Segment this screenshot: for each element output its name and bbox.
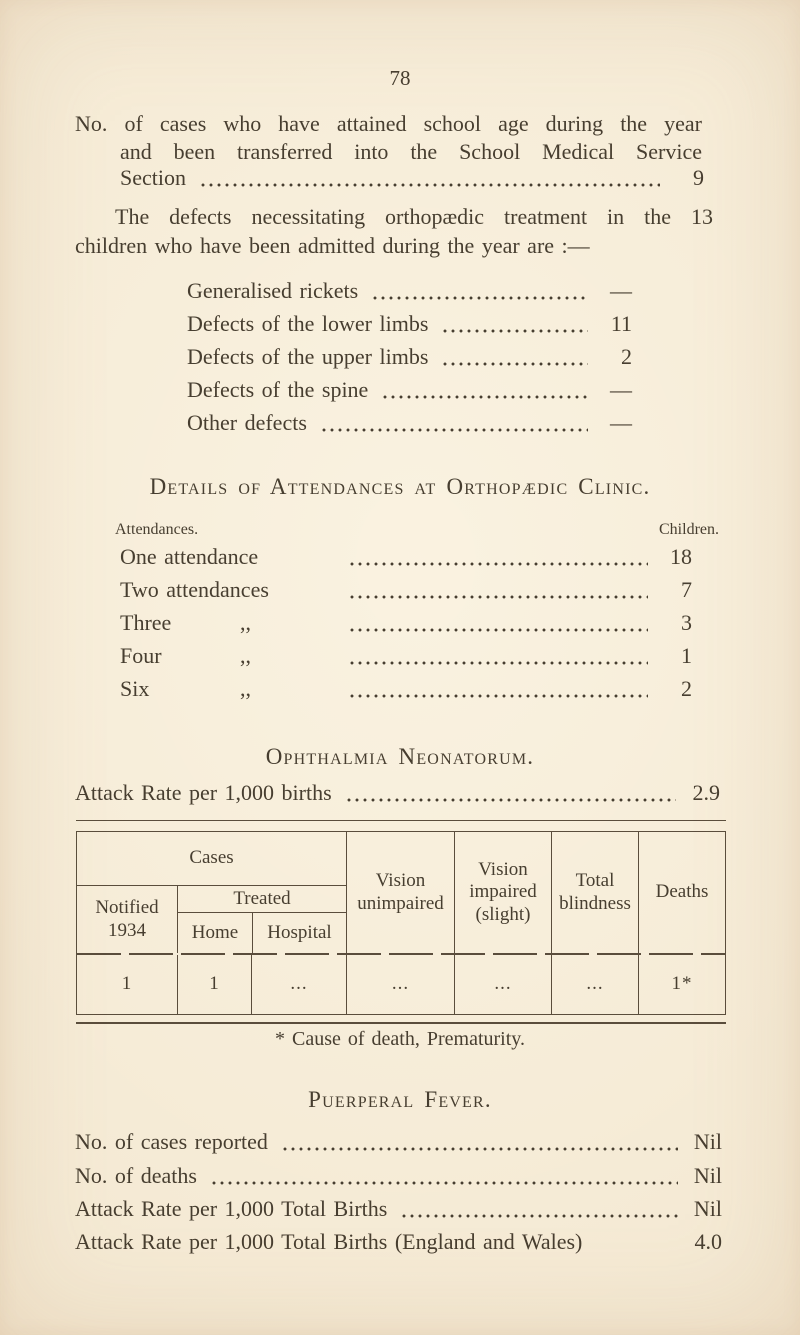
dot-leader bbox=[382, 391, 588, 400]
defect-value: 11 bbox=[610, 311, 632, 336]
defect-row bbox=[187, 409, 632, 437]
spacer bbox=[596, 1243, 678, 1252]
dot-leader bbox=[200, 179, 660, 188]
vision-unimpaired-header-cell: Vision unimpaired bbox=[346, 832, 454, 953]
puerperal-label: Attack Rate per 1,000 Total Births (England and Wales) bbox=[75, 1229, 583, 1254]
defect-label: Defects of the lower limbs bbox=[187, 311, 429, 336]
defect-row bbox=[187, 277, 632, 305]
table-header bbox=[77, 832, 725, 953]
defects-paragraph-line-1: The defects necessitating orthopædic treatment in the 13 bbox=[115, 204, 713, 229]
defect-row bbox=[187, 310, 632, 338]
defects-paragraph-line-2: children who have been admitted during the year are :— bbox=[75, 233, 590, 258]
children-column-header: Children. bbox=[659, 521, 719, 538]
puerperal-row bbox=[75, 1228, 722, 1256]
attendance-row bbox=[120, 642, 692, 670]
dot-leader bbox=[211, 1177, 678, 1186]
defect-label: Defects of the upper limbs bbox=[187, 344, 429, 369]
table-footnote: * Cause of death, Prematurity. bbox=[275, 1028, 525, 1050]
table-outer-rule-top bbox=[76, 820, 726, 821]
total-blindness-header-cell: Total blindness bbox=[551, 832, 638, 953]
page-number: 78 bbox=[389, 66, 411, 90]
treated-column-group bbox=[177, 886, 346, 953]
home-value-cell: 1 bbox=[177, 955, 251, 1014]
intro-line-2: and been transferred into the School Medical Service bbox=[120, 139, 702, 164]
defect-value: 2 bbox=[621, 344, 632, 369]
dot-leader bbox=[349, 624, 648, 633]
attendance-value: 2 bbox=[681, 676, 692, 701]
ditto-mark: ,, bbox=[240, 643, 251, 668]
dot-leader bbox=[442, 358, 588, 367]
attendance-value: 7 bbox=[681, 577, 692, 602]
vision-unimpaired-value-cell: ... bbox=[346, 955, 454, 1014]
dot-leader bbox=[349, 690, 648, 699]
defect-row bbox=[187, 376, 632, 404]
ophthalmia-table bbox=[76, 831, 726, 1015]
puerperal-value: Nil bbox=[693, 1196, 722, 1221]
cases-column-group bbox=[77, 832, 346, 953]
ditto-mark bbox=[269, 576, 299, 604]
dot-leader bbox=[321, 424, 588, 433]
puerperal-heading: Puerperal Fever. bbox=[308, 1087, 492, 1112]
attendance-label: Three bbox=[120, 610, 172, 635]
puerperal-row bbox=[75, 1128, 722, 1156]
attendance-row bbox=[120, 576, 692, 604]
intro-tail-row bbox=[120, 164, 704, 192]
ditto-mark bbox=[258, 543, 288, 571]
intro-tail-label: Section bbox=[120, 165, 186, 190]
attendance-row bbox=[120, 609, 692, 637]
attack-rate-row bbox=[75, 779, 720, 807]
dot-leader bbox=[401, 1210, 678, 1219]
table-data-row bbox=[77, 955, 725, 1014]
defect-value: — bbox=[610, 377, 632, 402]
treated-header-cell: Treated bbox=[233, 887, 291, 909]
deaths-value-cell: 1* bbox=[638, 955, 725, 1014]
defect-label: Defects of the spine bbox=[187, 377, 369, 402]
home-header-cell: Home bbox=[191, 921, 239, 943]
hospital-header-cell: Hospital bbox=[252, 913, 346, 953]
puerperal-value: Nil bbox=[693, 1129, 722, 1154]
total-blindness-value-cell: ... bbox=[551, 955, 638, 1014]
puerperal-label: No. of cases reported bbox=[75, 1129, 268, 1154]
attack-rate-value: 2.9 bbox=[692, 780, 720, 805]
dot-leader bbox=[346, 794, 676, 803]
dot-leader bbox=[442, 325, 588, 334]
ditto-mark: ,, bbox=[240, 610, 251, 635]
attendance-row bbox=[120, 675, 692, 703]
dot-leader bbox=[349, 591, 648, 600]
puerperal-value: Nil bbox=[693, 1163, 722, 1188]
attendance-label: Two attendances bbox=[120, 577, 269, 602]
deaths-header-cell: Deaths bbox=[638, 832, 725, 953]
puerperal-row bbox=[75, 1195, 722, 1223]
puerperal-value: 4.0 bbox=[694, 1229, 722, 1254]
notified-value-cell: 1 bbox=[121, 972, 133, 994]
dot-leader bbox=[349, 558, 648, 567]
attendance-value: 3 bbox=[681, 610, 692, 635]
dot-leader bbox=[372, 292, 588, 301]
attendance-row bbox=[120, 543, 692, 571]
attendance-label: Four bbox=[120, 643, 162, 668]
puerperal-row bbox=[75, 1162, 722, 1190]
attendance-value: 18 bbox=[670, 544, 692, 569]
attendance-value: 1 bbox=[681, 643, 692, 668]
defect-value: — bbox=[610, 278, 632, 303]
defect-label: Generalised rickets bbox=[187, 278, 359, 303]
notified-header-cell: Notified 1934 bbox=[95, 897, 159, 941]
defect-label: Other defects bbox=[187, 410, 307, 435]
defect-row bbox=[187, 343, 632, 371]
cases-header-cell: Cases bbox=[189, 847, 234, 869]
vision-impaired-header-cell: Vision impaired (slight) bbox=[454, 832, 551, 953]
hospital-value-cell: ... bbox=[251, 955, 346, 1014]
table-outer-rule-bottom bbox=[76, 1022, 726, 1024]
attendance-heading: Details of Attendances at Orthopædic Clinic. bbox=[149, 474, 651, 499]
intro-tail-value: 9 bbox=[693, 165, 704, 190]
ophthalmia-heading: Ophthalmia Neonatorum. bbox=[265, 744, 535, 769]
attendance-label: One attendance bbox=[120, 544, 259, 569]
attendance-label: Six bbox=[120, 676, 150, 701]
ditto-mark: ,, bbox=[240, 676, 251, 701]
dot-leader bbox=[349, 657, 648, 666]
puerperal-label: No. of deaths bbox=[75, 1163, 197, 1188]
dot-leader bbox=[282, 1143, 678, 1152]
vision-impaired-value-cell: ... bbox=[454, 955, 551, 1014]
attack-rate-label: Attack Rate per 1,000 births bbox=[75, 780, 332, 805]
defect-value: — bbox=[610, 410, 632, 435]
attendances-column-header: Attendances. bbox=[115, 521, 199, 538]
intro-line-1: No. of cases who have attained school age during the year bbox=[75, 111, 702, 136]
puerperal-label: Attack Rate per 1,000 Total Births bbox=[75, 1196, 388, 1221]
